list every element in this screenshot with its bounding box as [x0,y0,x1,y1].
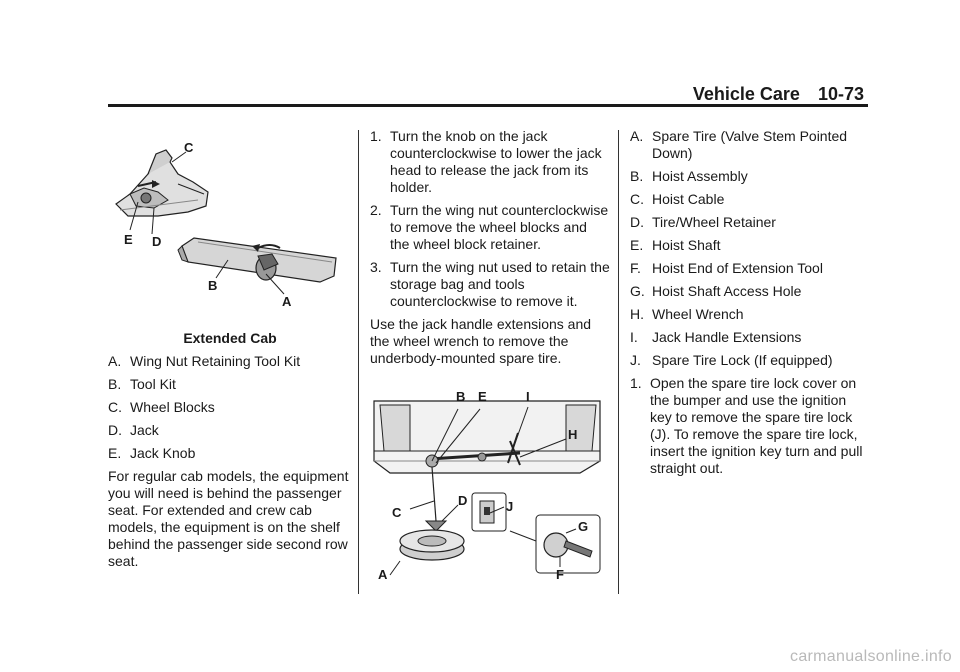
figure-spare-tire [370,381,610,581]
figure1-label-d: D [152,234,162,249]
page-number: 10-73 [817,84,864,104]
figure2-label-b: B [456,389,466,404]
list-item: E. Hoist Shaft [630,237,721,253]
figure2-label-j: J [506,499,514,514]
list-item: E. Jack Knob [108,445,196,461]
list-item: C. Wheel Blocks [108,399,215,415]
tool-kit-illustration [116,150,208,216]
figure2-label-h: H [568,427,578,442]
vehicle-rear-illustration [374,401,600,473]
step-item: 2. Turn the wing nut counterclockwise to remove the wheel blocks and the wheel block retainer. [370,202,609,252]
figure1-label-e: E [124,232,133,247]
lock-inset [472,493,506,531]
step-item: 1. Turn the knob on the jack counterclockwise to lower the jack head to release the jack from its holder. [370,128,602,195]
column-1 [108,134,352,576]
figure2-label-d: D [458,493,468,508]
figure2-label-c: C [392,505,402,520]
header-rule [108,104,868,107]
list-item: C. Hoist Cable [630,191,725,207]
figure1-label-a: A [282,294,292,309]
column-divider-1 [358,130,359,594]
column-divider-2 [618,130,619,594]
page-header [693,84,864,105]
figure1-caption: Extended Cab [183,330,277,346]
step-item: 3. Turn the wing nut used to retain the storage bag and tools counterclockwise to remove it. [370,259,610,309]
figure2-label-f: F [556,567,564,581]
list-item: D. Jack [108,422,159,438]
figure2-label-g: G [578,519,589,534]
figure2-label-i: I [526,389,530,404]
figure2-label-e: E [478,389,487,404]
figure2-label-a: A [378,567,388,581]
step-item: 1. Open the spare tire lock cover on the bumper and use the ignition key to remove the spare tire lock (J). To remove the spare tire lock, insert the ignition key turn and pull straight out. [630,375,863,476]
column-2 [370,128,610,585]
list-item: A. Spare Tire (Valve Stem Pointed Down) [630,128,848,161]
figure1-label-c: C [184,140,194,155]
list-item: B. Tool Kit [108,376,176,392]
list-item: H. Wheel Wrench [630,306,744,322]
list-item: J. Spare Tire Lock (If equipped) [630,352,833,368]
jack-illustration [178,238,336,282]
list-item: G. Hoist Shaft Access Hole [630,283,802,299]
list-item: F. Hoist End of Extension Tool [630,260,823,276]
section-title: Vehicle Care [692,84,800,104]
list-item: I. Jack Handle Extensions [630,329,802,345]
equipment-location-paragraph: For regular cab models, the equipment you will need is behind the passenger seat. For extended and crew cab models, the equipment is on the shelf behind the passenger side second row seat. [108,468,349,569]
list-item: D. Tire/Wheel Retainer [630,214,776,230]
list-item: A. Wing Nut Retaining Tool Kit [108,353,301,369]
column-3 [630,128,870,483]
extension-paragraph: Use the jack handle extensions and the wheel wrench to remove the underbody-mounted spare tire. [370,316,592,366]
watermark: carmanualsonline.info [790,648,952,665]
figure-tool-kit [108,134,352,314]
list-item: B. Hoist Assembly [630,168,748,184]
spare-tire-illustration [400,530,464,560]
figure1-label-b: B [208,278,218,293]
